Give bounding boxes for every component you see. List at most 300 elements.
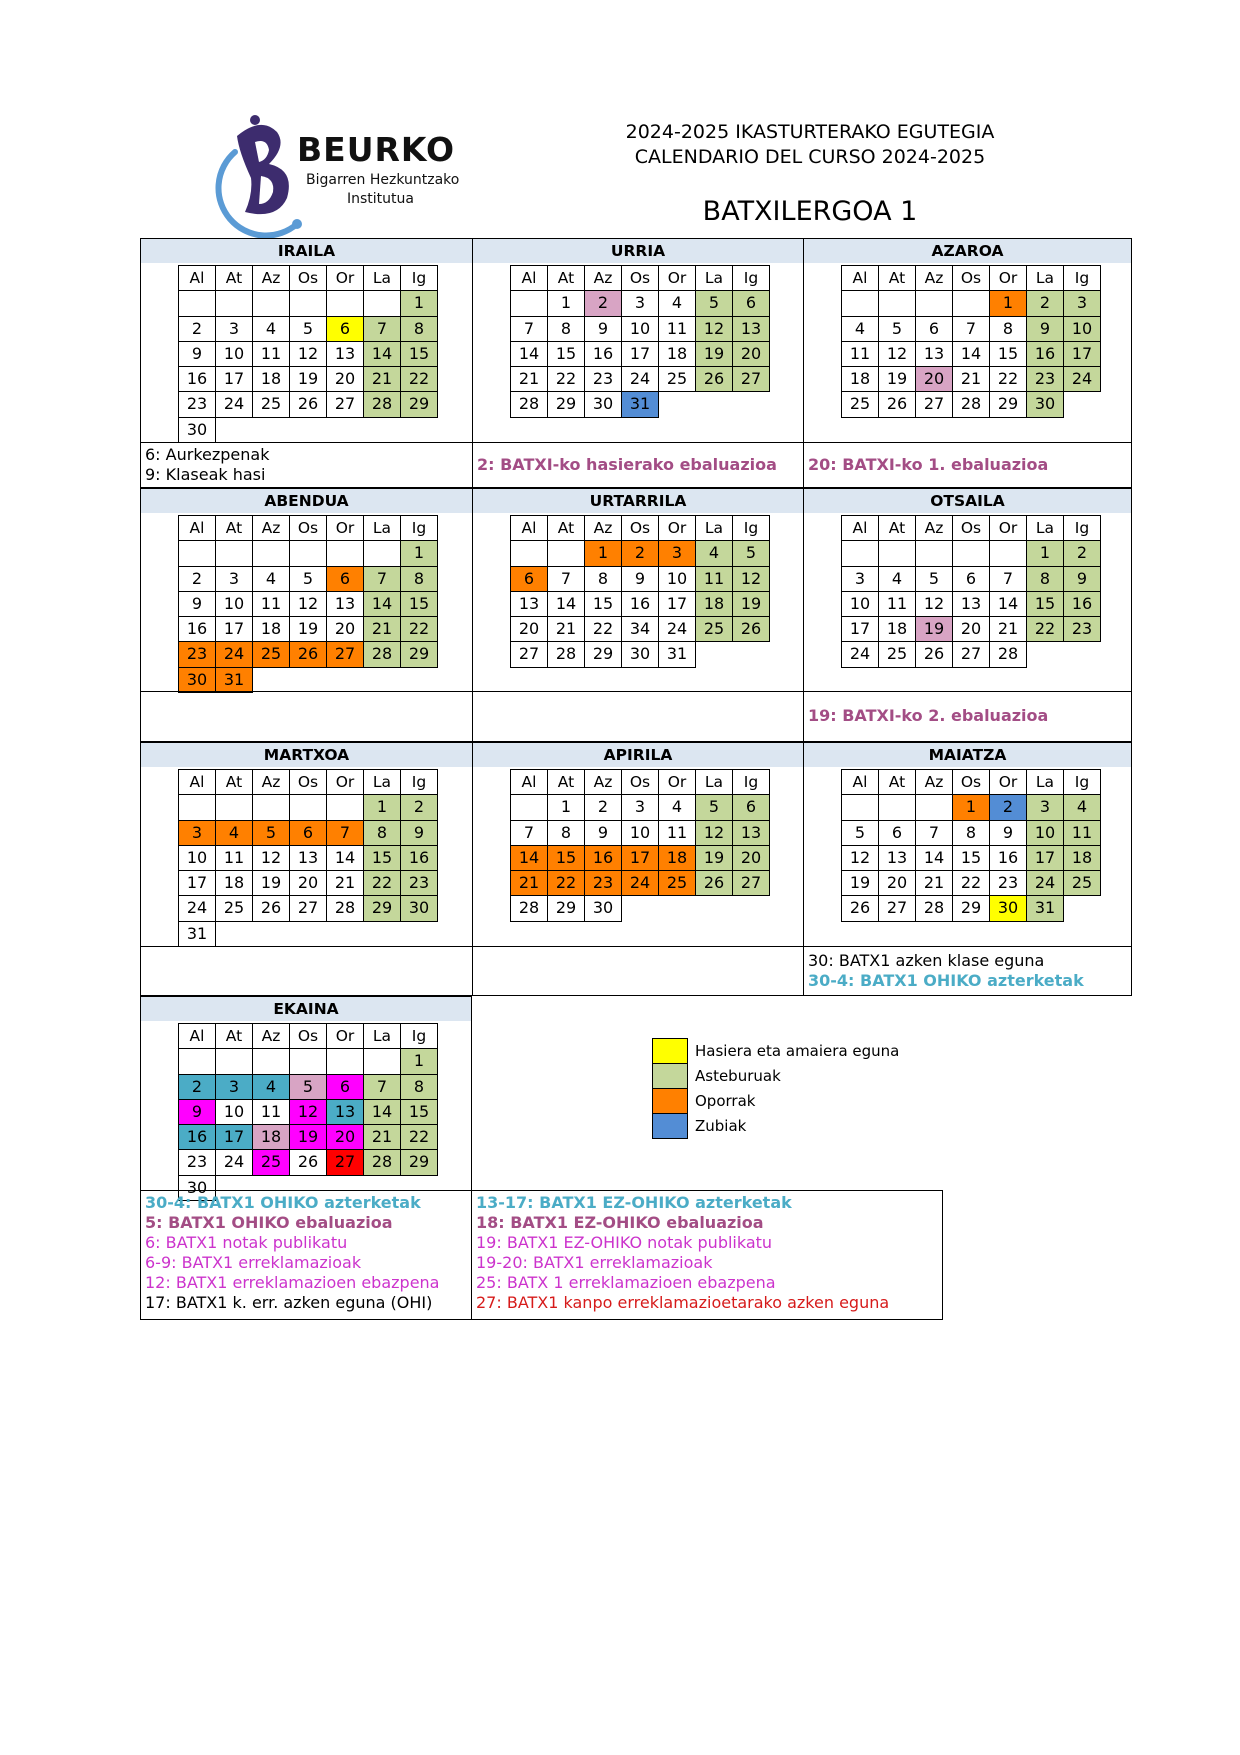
filler-cell [327, 668, 364, 693]
month-notes [473, 946, 803, 995]
day-cell: 8 [364, 821, 401, 846]
day-cell: 5 [842, 821, 879, 846]
month-title: MAIATZA [804, 743, 1131, 767]
empty-day-cell [364, 291, 401, 316]
day-cell: 8 [953, 821, 990, 846]
month-grid [841, 515, 1101, 668]
note-line: 6: BATX1 notak publikatu [145, 1233, 348, 1252]
month-title: EKAINA [141, 997, 471, 1021]
weekday-header: Os [290, 266, 327, 291]
calendar-row-2 [140, 488, 1132, 742]
day-cell: 11 [696, 567, 733, 592]
day-cell: 19 [290, 1125, 327, 1150]
day-cell: 22 [990, 367, 1027, 392]
day-cell: 9 [401, 821, 438, 846]
day-cell: 20 [327, 617, 364, 642]
weekday-header: Al [511, 516, 548, 541]
day-cell: 15 [401, 1100, 438, 1125]
filler-cell [696, 896, 733, 921]
day-cell: 10 [216, 592, 253, 617]
day-cell: 10 [622, 317, 659, 342]
weekday-header: Or [659, 266, 696, 291]
extraordinary-notes [472, 1191, 942, 1319]
legend-swatch [652, 1113, 688, 1139]
month-grid [178, 1023, 438, 1201]
day-cell: 25 [253, 1150, 290, 1175]
day-cell: 16 [179, 617, 216, 642]
filler-cell [253, 668, 290, 693]
day-cell: 17 [659, 592, 696, 617]
day-cell: 11 [842, 342, 879, 367]
day-cell: 19 [696, 342, 733, 367]
weekday-header: Az [916, 266, 953, 291]
filler-cell [696, 392, 733, 417]
month-grid [510, 769, 770, 922]
day-cell: 23 [585, 871, 622, 896]
month-grid [178, 265, 438, 443]
month-maiatza [804, 743, 1131, 995]
month-ekaina [141, 997, 471, 1197]
day-cell: 21 [327, 871, 364, 896]
empty-day-cell [953, 291, 990, 316]
note-line: 30: BATX1 azken klase eguna [808, 951, 1045, 970]
day-cell: 15 [548, 846, 585, 871]
day-cell: 27 [327, 392, 364, 417]
logo-name: BEURKO [297, 130, 456, 169]
day-cell: 22 [401, 367, 438, 392]
day-cell: 21 [364, 367, 401, 392]
day-cell: 17 [842, 617, 879, 642]
day-cell: 9 [179, 342, 216, 367]
note-line: 19: BATXI-ko 2. ebaluazioa [808, 706, 1049, 725]
note-line: 30-4: BATX1 OHIKO azterketak [145, 1193, 421, 1212]
day-cell: 13 [953, 592, 990, 617]
day-cell: 21 [916, 871, 953, 896]
weekday-header: Al [179, 516, 216, 541]
day-cell: 4 [879, 567, 916, 592]
weekday-header: Az [253, 266, 290, 291]
day-cell: 10 [179, 846, 216, 871]
filler-cell [733, 896, 770, 921]
day-cell: 28 [364, 392, 401, 417]
day-cell: 31 [216, 668, 253, 693]
day-cell: 1 [401, 541, 438, 566]
weekday-header: Al [511, 266, 548, 291]
day-cell: 27 [733, 367, 770, 392]
day-cell: 1 [401, 291, 438, 316]
day-cell: 28 [364, 1150, 401, 1175]
day-cell: 23 [1064, 617, 1101, 642]
day-cell: 30 [179, 1176, 216, 1201]
calendar-row-1 [140, 238, 1132, 488]
day-cell: 13 [511, 592, 548, 617]
day-cell: 16 [1027, 342, 1064, 367]
day-cell: 22 [401, 1125, 438, 1150]
day-cell: 23 [179, 642, 216, 667]
day-cell: 21 [364, 1125, 401, 1150]
weekday-header: Os [622, 516, 659, 541]
empty-day-cell [216, 795, 253, 820]
day-cell: 5 [879, 317, 916, 342]
weekday-header: Az [585, 770, 622, 795]
empty-day-cell [511, 541, 548, 566]
legend-item [652, 1088, 912, 1113]
note-line: 25: BATX 1 erreklamazioen ebazpena [476, 1273, 776, 1292]
weekday-header: At [879, 770, 916, 795]
day-cell: 5 [696, 291, 733, 316]
day-cell: 14 [327, 846, 364, 871]
day-cell: 8 [1027, 567, 1064, 592]
weekday-header: Or [327, 770, 364, 795]
day-cell: 3 [1064, 291, 1101, 316]
day-cell: 18 [842, 367, 879, 392]
day-cell: 2 [1064, 541, 1101, 566]
empty-day-cell [216, 1049, 253, 1074]
day-cell: 8 [548, 317, 585, 342]
weekday-header: Or [327, 266, 364, 291]
day-cell: 25 [253, 642, 290, 667]
day-cell: 14 [548, 592, 585, 617]
filler-cell [216, 922, 253, 947]
day-cell: 3 [216, 317, 253, 342]
filler-cell [1064, 642, 1101, 667]
filler-cell [401, 922, 438, 947]
day-cell: 5 [696, 795, 733, 820]
logo-subtitle-2: Institutua [347, 191, 414, 207]
day-cell: 22 [364, 871, 401, 896]
empty-day-cell [842, 291, 879, 316]
weekday-header: Os [290, 770, 327, 795]
day-cell: 1 [1027, 541, 1064, 566]
month-azaroa [804, 239, 1131, 487]
day-cell: 15 [953, 846, 990, 871]
day-cell: 25 [253, 392, 290, 417]
legend-label: Asteburuak [695, 1067, 781, 1085]
month-notes [141, 442, 472, 487]
day-cell: 22 [585, 617, 622, 642]
filler-cell [290, 922, 327, 947]
day-cell: 29 [401, 392, 438, 417]
filler-cell [1064, 392, 1101, 417]
day-cell: 15 [1027, 592, 1064, 617]
filler-cell [659, 392, 696, 417]
day-cell: 18 [879, 617, 916, 642]
day-cell: 17 [622, 342, 659, 367]
day-cell: 14 [916, 846, 953, 871]
day-cell: 3 [659, 541, 696, 566]
day-cell: 19 [290, 617, 327, 642]
day-cell: 12 [696, 821, 733, 846]
note-line: 2: BATXI-ko hasierako ebaluazioa [477, 455, 777, 474]
day-cell: 10 [842, 592, 879, 617]
filler-cell [327, 418, 364, 443]
weekday-header: Os [622, 770, 659, 795]
ordinary-notes [141, 1191, 471, 1319]
empty-day-cell [327, 1049, 364, 1074]
day-cell: 26 [696, 367, 733, 392]
day-cell: 16 [1064, 592, 1101, 617]
day-cell: 28 [990, 642, 1027, 667]
day-cell: 6 [511, 567, 548, 592]
day-cell: 29 [401, 1150, 438, 1175]
month-grid [841, 265, 1101, 418]
weekday-header: Az [916, 516, 953, 541]
day-cell: 15 [585, 592, 622, 617]
weekday-header: La [696, 770, 733, 795]
weekday-header: Al [842, 266, 879, 291]
filler-cell [1064, 896, 1101, 921]
day-cell: 25 [216, 896, 253, 921]
day-cell: 18 [659, 342, 696, 367]
day-cell: 11 [253, 1100, 290, 1125]
empty-day-cell [216, 541, 253, 566]
day-cell: 3 [179, 821, 216, 846]
day-cell: 30 [585, 896, 622, 921]
calendar-row-3 [140, 742, 1132, 996]
day-cell: 30 [401, 896, 438, 921]
month-title: IRAILA [141, 239, 472, 263]
day-cell: 7 [511, 317, 548, 342]
day-cell: 11 [253, 342, 290, 367]
empty-day-cell [253, 541, 290, 566]
day-cell: 27 [511, 642, 548, 667]
day-cell: 20 [511, 617, 548, 642]
empty-day-cell [179, 1049, 216, 1074]
day-cell: 12 [879, 342, 916, 367]
filler-cell [659, 896, 696, 921]
empty-day-cell [327, 795, 364, 820]
day-cell: 2 [179, 1075, 216, 1100]
day-cell: 29 [548, 896, 585, 921]
day-cell: 26 [290, 392, 327, 417]
weekday-header: Or [327, 1024, 364, 1049]
note-line: 17: BATX1 k. err. azken eguna (OHI) [145, 1293, 433, 1312]
filler-cell [290, 668, 327, 693]
day-cell: 11 [1064, 821, 1101, 846]
weekday-header: Al [511, 770, 548, 795]
day-cell: 2 [990, 795, 1027, 820]
day-cell: 9 [1064, 567, 1101, 592]
day-cell: 24 [622, 871, 659, 896]
filler-cell [364, 922, 401, 947]
day-cell: 26 [696, 871, 733, 896]
day-cell: 30 [622, 642, 659, 667]
weekday-header: At [879, 516, 916, 541]
day-cell: 20 [733, 342, 770, 367]
day-cell: 29 [548, 392, 585, 417]
weekday-header: Az [916, 770, 953, 795]
day-cell: 26 [879, 392, 916, 417]
day-cell: 7 [548, 567, 585, 592]
month-grid [510, 515, 770, 668]
filler-cell [401, 418, 438, 443]
day-cell: 28 [511, 896, 548, 921]
calendar-row-4 [140, 996, 472, 1197]
day-cell: 21 [364, 617, 401, 642]
weekday-header: Or [659, 770, 696, 795]
day-cell: 1 [401, 1049, 438, 1074]
weekday-header: Az [585, 516, 622, 541]
weekday-header: Al [179, 1024, 216, 1049]
weekday-header: Os [953, 770, 990, 795]
day-cell: 6 [916, 317, 953, 342]
day-cell: 5 [290, 567, 327, 592]
day-cell: 2 [179, 567, 216, 592]
day-cell: 2 [585, 795, 622, 820]
june-notes-table [140, 1190, 943, 1320]
day-cell: 24 [216, 1150, 253, 1175]
note-line: 9: Klaseak hasi [145, 465, 266, 484]
weekday-header: Az [253, 770, 290, 795]
day-cell: 3 [216, 567, 253, 592]
day-cell: 8 [401, 1075, 438, 1100]
day-cell: 27 [879, 896, 916, 921]
weekday-header: La [1027, 266, 1064, 291]
day-cell: 16 [179, 367, 216, 392]
day-cell: 24 [216, 392, 253, 417]
day-cell: 19 [290, 367, 327, 392]
empty-day-cell [364, 1049, 401, 1074]
day-cell: 6 [879, 821, 916, 846]
day-cell: 5 [253, 821, 290, 846]
weekday-header: Or [990, 516, 1027, 541]
day-cell: 19 [879, 367, 916, 392]
day-cell: 9 [1027, 317, 1064, 342]
note-line: 13-17: BATX1 EZ-OHIKO azterketak [476, 1193, 792, 1212]
day-cell: 19 [916, 617, 953, 642]
day-cell: 7 [953, 317, 990, 342]
day-cell: 27 [916, 392, 953, 417]
day-cell: 10 [622, 821, 659, 846]
legend-swatch [652, 1088, 688, 1114]
note-line: 20: BATXI-ko 1. ebaluazioa [808, 455, 1049, 474]
day-cell: 16 [585, 846, 622, 871]
day-cell: 11 [879, 592, 916, 617]
filler-cell [364, 668, 401, 693]
weekday-header: Az [585, 266, 622, 291]
day-cell: 25 [1064, 871, 1101, 896]
filler-cell [1027, 642, 1064, 667]
filler-cell [327, 922, 364, 947]
day-cell: 6 [327, 567, 364, 592]
weekday-header: Al [179, 770, 216, 795]
day-cell: 18 [1064, 846, 1101, 871]
empty-day-cell [253, 795, 290, 820]
filler-cell [216, 418, 253, 443]
day-cell: 23 [585, 367, 622, 392]
day-cell: 7 [364, 317, 401, 342]
day-cell: 2 [622, 541, 659, 566]
day-cell: 4 [842, 317, 879, 342]
day-cell: 8 [548, 821, 585, 846]
day-cell: 27 [327, 1150, 364, 1175]
day-cell: 12 [290, 1100, 327, 1125]
month-title: AZAROA [804, 239, 1131, 263]
day-cell: 22 [1027, 617, 1064, 642]
day-cell: 9 [585, 821, 622, 846]
empty-day-cell [290, 291, 327, 316]
day-cell: 4 [216, 821, 253, 846]
day-cell: 4 [659, 291, 696, 316]
day-cell: 25 [879, 642, 916, 667]
day-cell: 2 [1027, 291, 1064, 316]
filler-cell [733, 392, 770, 417]
day-cell: 4 [253, 317, 290, 342]
day-cell: 5 [733, 541, 770, 566]
filler-cell [253, 922, 290, 947]
day-cell: 20 [953, 617, 990, 642]
weekday-header: Al [179, 266, 216, 291]
weekday-header: Or [327, 516, 364, 541]
day-cell: 11 [659, 821, 696, 846]
day-cell: 25 [696, 617, 733, 642]
day-cell: 20 [879, 871, 916, 896]
day-cell: 24 [179, 896, 216, 921]
day-cell: 14 [511, 342, 548, 367]
month-abendua [141, 489, 472, 741]
weekday-header: At [216, 1024, 253, 1049]
title-basque: 2024-2025 IKASTURTERAKO EGUTEGIA [625, 121, 995, 143]
day-cell: 19 [253, 871, 290, 896]
day-cell: 16 [179, 1125, 216, 1150]
empty-day-cell [290, 541, 327, 566]
day-cell: 20 [327, 1125, 364, 1150]
day-cell: 22 [953, 871, 990, 896]
weekday-header: At [879, 266, 916, 291]
day-cell: 21 [953, 367, 990, 392]
weekday-header: Os [953, 516, 990, 541]
day-cell: 17 [622, 846, 659, 871]
note-line: 27: BATX1 kanpo erreklamazioetarako azken eguna [476, 1293, 890, 1312]
note-line: 19: BATX1 EZ-OHIKO notak publikatu [476, 1233, 773, 1252]
empty-day-cell [511, 291, 548, 316]
day-cell: 13 [290, 846, 327, 871]
legend-label: Zubiak [695, 1117, 747, 1135]
day-cell: 10 [1027, 821, 1064, 846]
day-cell: 11 [216, 846, 253, 871]
weekday-header: Os [953, 266, 990, 291]
day-cell: 10 [216, 342, 253, 367]
month-grid [510, 265, 770, 418]
weekday-header: Ig [401, 770, 438, 795]
empty-day-cell [842, 541, 879, 566]
title-spanish: CALENDARIO DEL CURSO 2024-2025 [634, 146, 986, 168]
day-cell: 16 [401, 846, 438, 871]
weekday-header: Ig [733, 266, 770, 291]
day-cell: 7 [990, 567, 1027, 592]
day-cell: 4 [253, 567, 290, 592]
day-cell: 24 [659, 617, 696, 642]
day-cell: 29 [401, 642, 438, 667]
month-title: OTSAILA [804, 489, 1131, 513]
empty-day-cell [179, 795, 216, 820]
empty-day-cell [290, 1049, 327, 1074]
day-cell: 13 [879, 846, 916, 871]
day-cell: 7 [916, 821, 953, 846]
day-cell: 20 [733, 846, 770, 871]
day-cell: 14 [953, 342, 990, 367]
day-cell: 24 [622, 367, 659, 392]
weekday-header: Ig [1064, 770, 1101, 795]
day-cell: 20 [290, 871, 327, 896]
day-cell: 5 [290, 1075, 327, 1100]
empty-day-cell [290, 795, 327, 820]
day-cell: 13 [327, 342, 364, 367]
month-notes [804, 442, 1131, 487]
filler-cell [253, 418, 290, 443]
day-cell: 4 [696, 541, 733, 566]
filler-cell [364, 418, 401, 443]
